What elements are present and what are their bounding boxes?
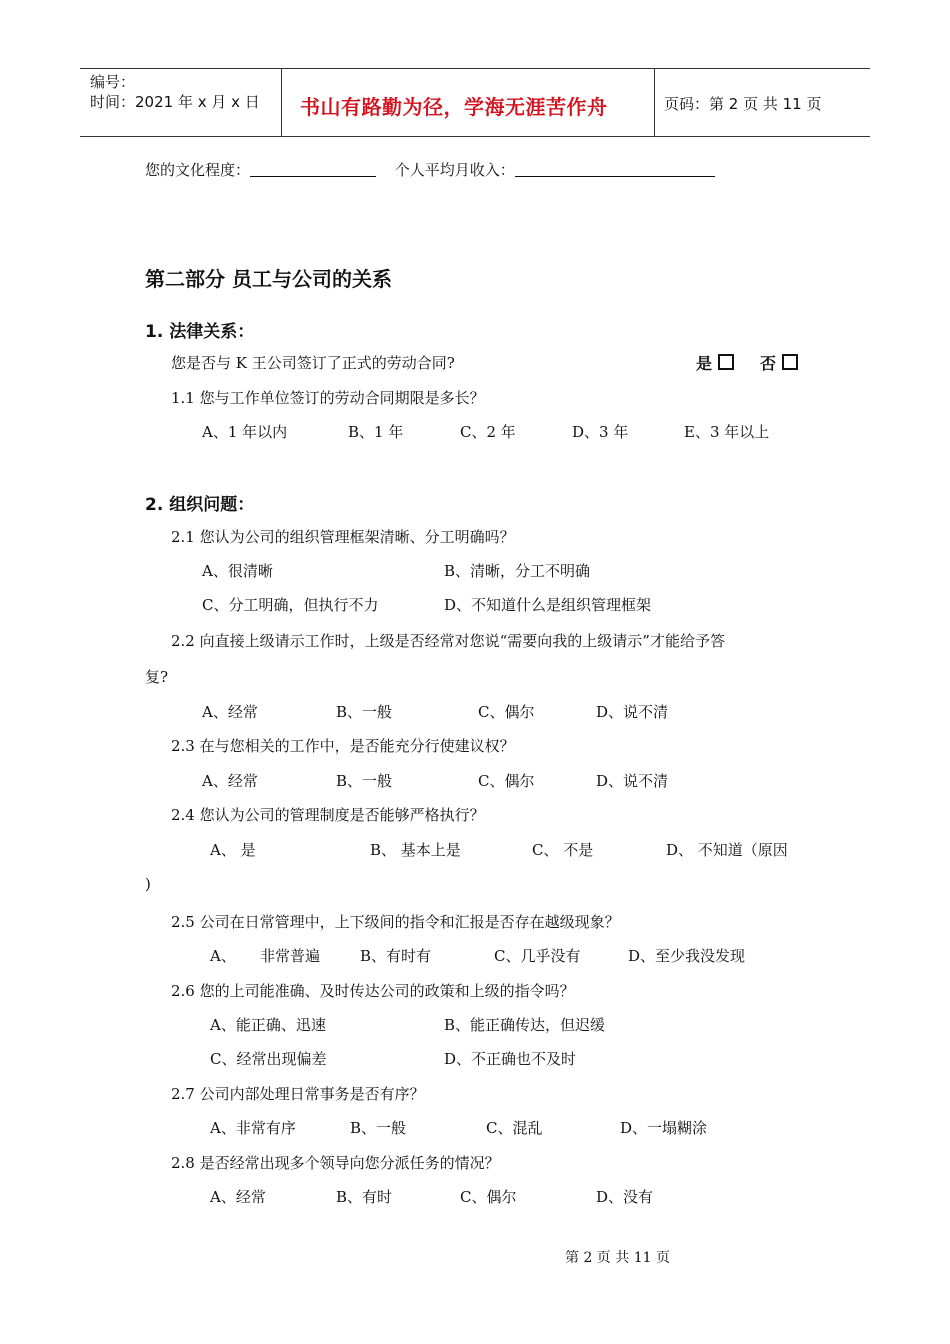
part-title: 第二部分 员工与公司的关系 (145, 267, 392, 291)
q2-6-text: 2.6 您的上司能准确、及时传达公司的政策和上级的指令吗？ (171, 982, 575, 1000)
yes-option[interactable] (696, 351, 734, 374)
q2-4-continuation: ) (145, 875, 151, 893)
q2-4-option-c[interactable]: C、 不是 (532, 841, 594, 859)
section2-title: 2. 组织问题： (145, 495, 255, 515)
q2-3-option-c[interactable]: C、偶尔 (478, 772, 535, 790)
income-label: 个人平均月收入： (394, 161, 515, 179)
header-page-label: 页码：第 2 页 共 11 页 (664, 95, 822, 113)
header-time-label: 时间：2021 年 x 月 x 日 (90, 93, 260, 111)
q2-6-option-a[interactable]: A、能正确、迅速 (210, 1016, 326, 1034)
page-footer: 第 2 页 共 11 页 (565, 1250, 670, 1266)
q2-2-option-a[interactable]: A、经常 (202, 703, 258, 721)
q2-6-option-d[interactable]: D、不正确也不及时 (444, 1050, 577, 1068)
q2-6-option-c[interactable]: C、经常出现偏差 (210, 1050, 327, 1068)
q2-1-text: 2.1 您认为公司的组织管理框架清晰、分工明确吗？ (171, 528, 515, 546)
q2-2-option-b[interactable]: B、一般 (336, 703, 393, 721)
q2-7-option-b[interactable]: B、一般 (350, 1119, 407, 1137)
education-label: 您的文化程度： (145, 161, 251, 179)
q1-1-option-b[interactable]: B、1 年 (348, 423, 404, 441)
education-row (145, 159, 715, 180)
q2-8-option-c[interactable]: C、偶尔 (460, 1188, 517, 1206)
q2-8-option-b[interactable]: B、有时 (336, 1188, 393, 1206)
q2-8-option-d[interactable]: D、没有 (596, 1188, 654, 1206)
income-input[interactable] (515, 162, 715, 177)
q2-5-option-a[interactable]: A、 (210, 947, 236, 965)
no-option[interactable] (760, 351, 798, 374)
header-top-border (80, 68, 870, 69)
section1-title: 1. 法律关系： (145, 322, 255, 342)
q2-1-option-c[interactable]: C、分工明确，但执行不力 (202, 596, 379, 614)
header-divider-right (654, 68, 655, 136)
q2-7-option-c[interactable]: C、混乱 (486, 1119, 543, 1137)
q2-7-option-a[interactable]: A、非常有序 (210, 1119, 296, 1137)
q2-2-text-line2: 复? (145, 668, 169, 686)
q2-5-option-a-text[interactable]: 非常普遍 (260, 947, 321, 965)
no-checkbox[interactable] (782, 354, 798, 370)
q2-2-option-d[interactable]: D、说不清 (596, 703, 669, 721)
header-divider-left (281, 68, 282, 136)
section1-question: 您是否与 K 王公司签订了正式的劳动合同? (171, 354, 455, 372)
header-number-label: 编号： (90, 73, 136, 91)
q2-8-text: 2.8 是否经常出现多个领导向您分派任务的情况？ (171, 1154, 500, 1172)
header-bottom-border (80, 136, 870, 137)
q2-7-text: 2.7 公司内部处理日常事务是否有序？ (171, 1085, 425, 1103)
q1-1-option-a[interactable]: A、1 年以内 (202, 423, 288, 441)
no-label: 否 (760, 354, 777, 373)
q1-1-option-e[interactable]: E、3 年以上 (684, 423, 770, 441)
q1-1-option-c[interactable]: C、2 年 (460, 423, 516, 441)
q2-5-option-d[interactable]: D、至少我没发现 (628, 947, 746, 965)
q2-1-option-a[interactable]: A、很清晰 (202, 562, 273, 580)
header-motto: 书山有路勤为径，学海无涯苦作舟 (300, 95, 608, 119)
q2-1-option-d[interactable]: D、不知道什么是组织管理框架 (444, 596, 652, 614)
q2-5-option-c[interactable]: C、几乎没有 (494, 947, 581, 965)
q2-8-option-a[interactable]: A、经常 (210, 1188, 266, 1206)
q2-3-text: 2.3 在与您相关的工作中，是否能充分行使建议权？ (171, 737, 515, 755)
q2-6-option-b[interactable]: B、能正确传达，但迟缓 (444, 1016, 606, 1034)
q1-1-text: 1.1 您与工作单位签订的劳动合同期限是多长？ (171, 389, 485, 407)
q2-4-option-b[interactable]: B、 基本上是 (370, 841, 461, 859)
q2-2-option-c[interactable]: C、偶尔 (478, 703, 535, 721)
q2-2-text-line1: 2.2 向直接上级请示工作时，上级是否经常对您说“需要向我的上级请示”才能给予答 (171, 632, 725, 650)
yes-label: 是 (696, 354, 713, 373)
q2-3-option-a[interactable]: A、经常 (202, 772, 258, 790)
q2-1-option-b[interactable]: B、清晰，分工不明确 (444, 562, 591, 580)
q1-1-option-d[interactable]: D、3 年 (572, 423, 629, 441)
education-input[interactable] (250, 162, 376, 177)
q2-5-text: 2.5 公司在日常管理中，上下级间的指令和汇报是否存在越级现象？ (171, 913, 620, 931)
q2-3-option-d[interactable]: D、说不清 (596, 772, 669, 790)
q2-4-text: 2.4 您认为公司的管理制度是否能够严格执行？ (171, 806, 485, 824)
q2-3-option-b[interactable]: B、一般 (336, 772, 393, 790)
q2-4-option-d[interactable]: D、 不知道（原因 (666, 841, 788, 859)
q2-7-option-d[interactable]: D、一塌糊涂 (620, 1119, 708, 1137)
yes-checkbox[interactable] (718, 354, 734, 370)
q2-4-option-a[interactable]: A、 是 (210, 841, 256, 859)
q2-5-option-b[interactable]: B、有时有 (360, 947, 432, 965)
